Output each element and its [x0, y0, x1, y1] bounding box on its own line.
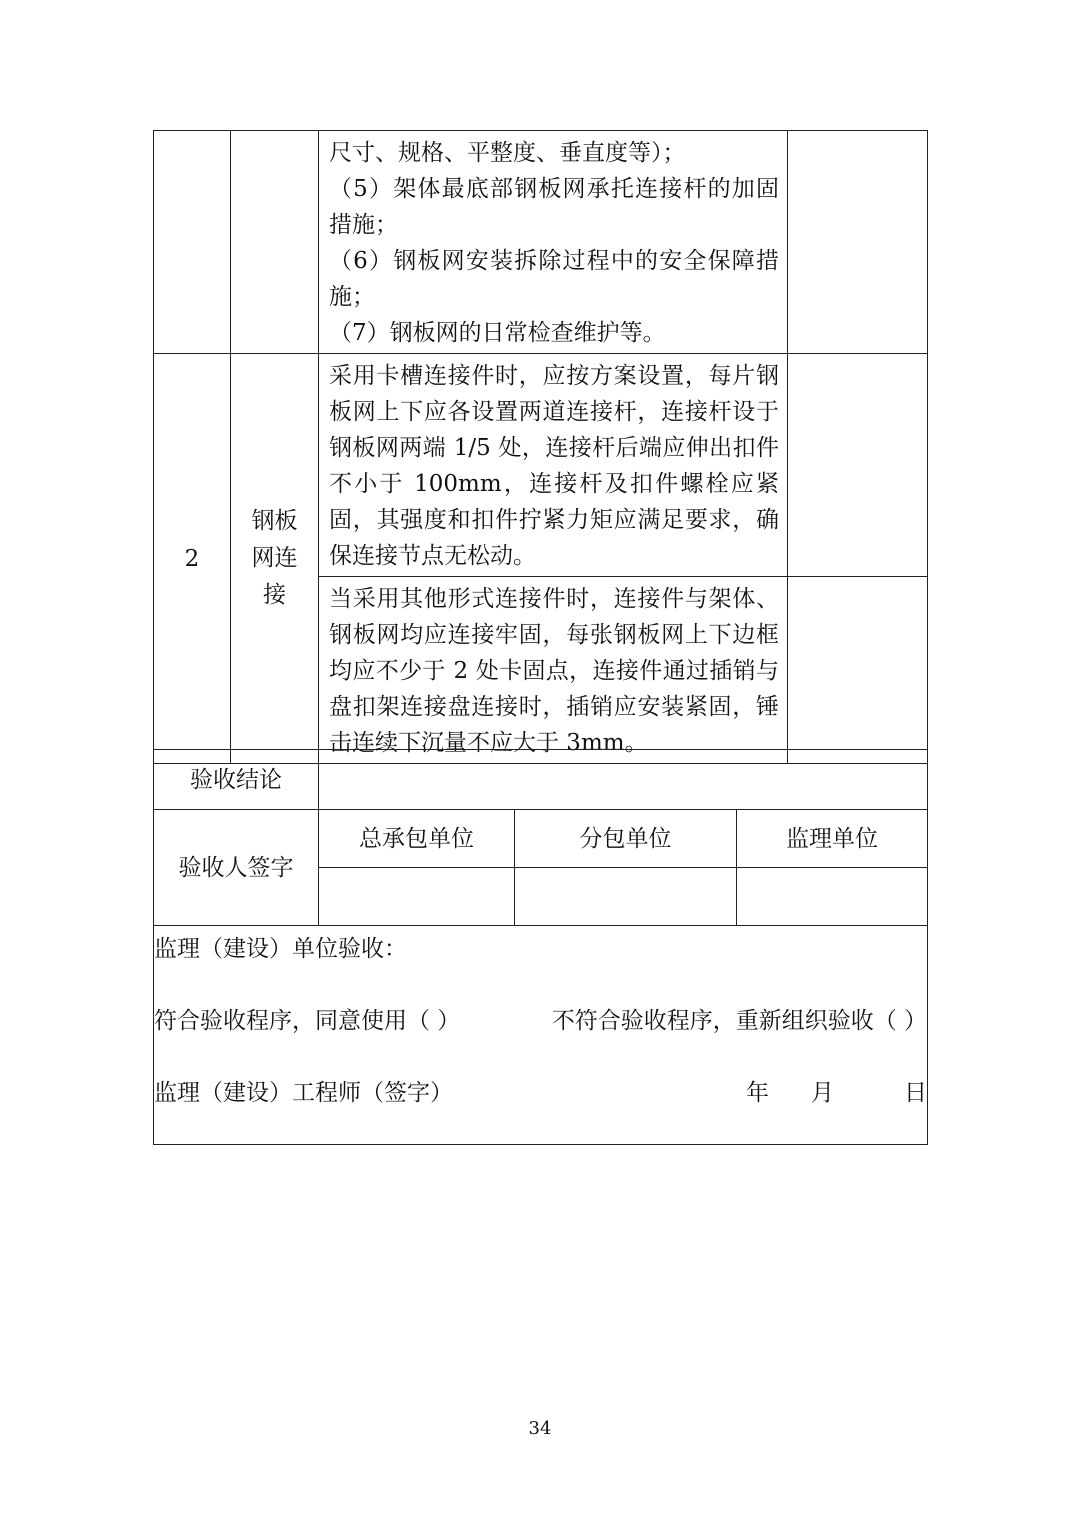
supervisor-signature-cell: [737, 868, 928, 926]
requirement-cell: [319, 131, 788, 354]
supervision-options: [154, 1003, 927, 1039]
supervisor-label: 监理单位: [786, 825, 878, 852]
acceptance-form-table: [153, 130, 928, 764]
result-cell-empty: [788, 131, 928, 354]
item-number: 2: [184, 545, 200, 572]
page-number: 34: [528, 1418, 552, 1439]
conclusion-label: 验收结论: [190, 766, 282, 793]
month-label: 月: [811, 1080, 835, 1106]
general-contractor-label: 总承包单位: [359, 825, 474, 852]
number-cell-empty: [154, 131, 231, 354]
signature-header-row: [154, 810, 928, 868]
signoff-table: [153, 749, 928, 1145]
item-row-2a: [154, 354, 928, 577]
item-name-cell-empty: [231, 131, 319, 354]
date-fields: [746, 1075, 927, 1111]
item-name: 钢板网连接: [251, 508, 298, 608]
requirement-line: （5）架体最底部钢板网承托连接杆的加固措施；: [329, 176, 779, 238]
option-agree: 符合验收程序，同意使用（ ）: [154, 1008, 461, 1034]
conclusion-row: [154, 750, 928, 810]
general-contractor-signature-cell: [319, 868, 515, 926]
engineer-signature-line: [154, 1075, 927, 1111]
subcontractor-signature-cell: [515, 868, 737, 926]
engineer-label: 监理（建设）工程师（签字）: [154, 1080, 453, 1106]
requirement-text-b: 当采用其他形式连接件时，连接件与架体、钢板网均应连接牢固，每张钢板网上下边框均应不少于 2 处卡固点，连接件通过插销与盘扣架连接盘连接时，插销应安装紧固，锤击连续下沉量不应大于 3mm。: [329, 586, 779, 756]
requirement-line: （7）钢板网的日常检查维护等。: [329, 320, 666, 346]
signature-column-header: [515, 810, 737, 868]
signature-label: 验收人签字: [178, 854, 294, 881]
conclusion-value-cell: [319, 750, 928, 810]
option-reject: 不符合验收程序，重新组织验收（ ）: [551, 1008, 928, 1034]
requirement-text-a: 采用卡槽连接件时，应按方案设置，每片钢板网上下应各设置两道连接杆，连接杆设于钢板网两端 1/5 处，连接杆后端应伸出扣件不小于 100mm，连接杆及扣件螺栓应紧固，其强度和扣件拧紧力矩应满足要求，确保连接节点无松动。: [329, 363, 779, 569]
requirement-cell-a: [319, 354, 788, 577]
continued-item-row: [154, 131, 928, 354]
supervision-cell: [154, 926, 928, 1145]
signature-column-header: [319, 810, 515, 868]
result-cell-a: [788, 354, 928, 577]
signature-label-cell: [154, 810, 319, 926]
requirement-line: 尺寸、规格、平整度、垂直度等）；: [329, 140, 686, 166]
conclusion-label-cell: [154, 750, 319, 810]
requirement-line: （6）钢板网安装拆除过程中的安全保障措施；: [329, 248, 779, 310]
supervision-heading: 监理（建设）单位验收：: [154, 936, 407, 962]
result-cell-b: [788, 577, 928, 764]
year-label: 年: [746, 1080, 770, 1106]
subcontractor-label: 分包单位: [579, 825, 672, 852]
item-name-cell: [231, 354, 319, 764]
item-number-cell: [154, 354, 231, 764]
signature-column-header: [737, 810, 928, 868]
day-label: 日: [904, 1080, 928, 1106]
requirement-cell-b: [319, 577, 788, 764]
supervision-row: [154, 926, 928, 1145]
